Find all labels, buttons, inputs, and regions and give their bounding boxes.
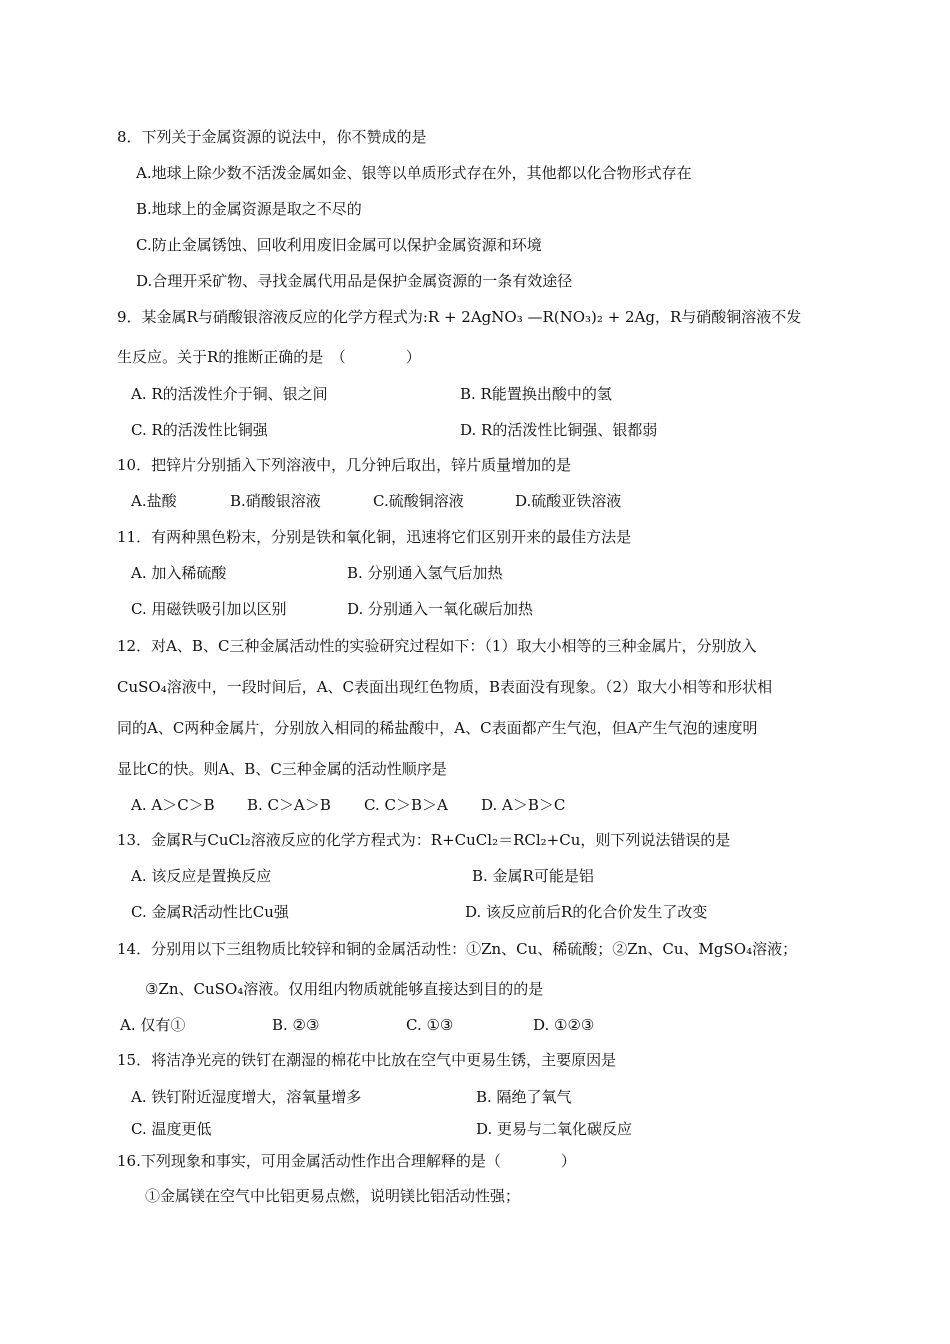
q9-option-b: B. R能置换出酸中的氢 (460, 385, 612, 403)
q12-line4: 显比C的快。则A、B、C三种金属的活动性顺序是 (117, 760, 447, 778)
q12-line1: 12．对A、B、C三种金属活动性的实验研究过程如下：（1）取大小相等的三种金属片，分别放入 (117, 637, 757, 655)
q9-option-a: A. R的活泼性介于铜、银之间 (131, 385, 328, 403)
q15-options-row2 (0, 1119, 950, 1139)
q13-stem: 13．金属R与CuCl₂溶液反应的化学方程式为：R+CuCl₂＝RCl₂+Cu，则下列说法错误的是 (117, 831, 731, 849)
q11-options-row2 (0, 599, 950, 619)
q9-stem-line2: 生反应。关于R的推断正确的是 （ ） (117, 348, 421, 366)
q15-option-c: C. 温度更低 (131, 1120, 212, 1138)
q13-option-c: C. 金属R活动性比Cu强 (131, 903, 289, 921)
q10-stem: 10．把锌片分别插入下列溶液中，几分钟后取出，锌片质量增加的是 (117, 456, 572, 474)
q11-option-a: A. 加入稀硫酸 (131, 564, 227, 582)
q13-option-b: B. 金属R可能是铝 (472, 867, 594, 885)
q10-option-a: A.盐酸 (131, 492, 177, 510)
q12-options-row (0, 795, 950, 815)
q14-option-a: A. 仅有① (120, 1016, 186, 1034)
q11-stem: 11．有两种黑色粉末，分别是铁和氧化铜，迅速将它们区别开来的最佳方法是 (117, 528, 632, 546)
q8-stem: 8．下列关于金属资源的说法中，你不赞成的是 (117, 128, 427, 146)
q15-stem: 15．将洁净光亮的铁钉在潮湿的棉花中比放在空气中更易生锈，主要原因是 (117, 1051, 617, 1069)
q13-options-row2 (0, 902, 950, 922)
q14-option-c: C. ①③ (406, 1016, 454, 1034)
q14-option-d: D. ①②③ (533, 1016, 595, 1034)
q14-option-b: B. ②③ (272, 1016, 320, 1034)
q15-option-b: B. 隔绝了氧气 (476, 1088, 572, 1106)
q12-option-a: A. A＞C＞B (131, 796, 215, 814)
q10-option-c: C.硫酸铜溶液 (373, 492, 464, 510)
q12-option-d: D. A＞B＞C (481, 796, 566, 814)
q9-stem-line1: 9．某金属R与硝酸银溶液反应的化学方程式为:R + 2AgNO₃ —R(NO₃)₂ + 2Ag，R与硝酸铜溶液不发 (117, 308, 802, 326)
q13-options-row1 (0, 866, 950, 886)
q11-options-row1 (0, 563, 950, 583)
q11-option-c: C. 用磁铁吸引加以区别 (131, 600, 287, 618)
q14-stem-line1: 14．分别用以下三组物质比较锌和铜的金属活动性：①Zn、Cu、稀硫酸；②Zn、Cu、MgSO₄溶液； (117, 940, 798, 958)
q12-line3: 同的A、C两种金属片，分别放入相同的稀盐酸中，A、C表面都产生气泡，但A产生气泡的速度明 (117, 719, 758, 737)
q8-option-b: B.地球上的金属资源是取之不尽的 (136, 200, 362, 218)
q13-option-a: A. 该反应是置换反应 (131, 867, 272, 885)
q9-options-row1 (0, 384, 950, 404)
q9-option-c: C. R的活泼性比铜强 (131, 421, 268, 439)
q15-option-a: A. 铁钉附近湿度增大，溶氧量增多 (131, 1088, 362, 1106)
q11-option-d: D. 分别通入一氧化碳后加热 (347, 600, 534, 618)
q10-option-d: D.硫酸亚铁溶液 (515, 492, 622, 510)
q13-option-d: D. 该反应前后R的化合价发生了改变 (465, 903, 708, 921)
q14-options-row (0, 1015, 950, 1035)
q15-option-d: D. 更易与二氧化碳反应 (476, 1120, 633, 1138)
q9-option-d: D. R的活泼性比铜强、银都弱 (460, 421, 658, 439)
q14-stem-line2: ③Zn、CuSO₄溶液。仅用组内物质就能够直接达到目的的是 (145, 980, 544, 998)
q10-option-b: B.硝酸银溶液 (230, 492, 321, 510)
q11-option-b: B. 分别通入氢气后加热 (347, 564, 503, 582)
q10-options-row (0, 491, 950, 511)
q16-item-1: ①金属镁在空气中比铝更易点燃，说明镁比铝活动性强； (145, 1187, 521, 1205)
q8-option-d: D.合理开采矿物、寻找金属代用品是保护金属资源的一条有效途径 (136, 272, 573, 290)
q16-stem: 16.下列现象和事实，可用金属活动性作出合理解释的是（ ） (117, 1152, 576, 1170)
q12-line2: CuSO₄溶液中，一段时间后，A、C表面出现红色物质，B表面没有现象。（2）取大小相等和形状相 (117, 678, 773, 696)
q15-options-row1 (0, 1087, 950, 1107)
q12-option-b: B. C＞A＞B (247, 796, 331, 814)
q8-option-a: A.地球上除少数不活泼金属如金、银等以单质形式存在外，其他都以化合物形式存在 (136, 164, 692, 182)
q8-option-c: C.防止金属锈蚀、回收利用废旧金属可以保护金属资源和环境 (136, 236, 542, 254)
q9-options-row2 (0, 420, 950, 440)
q12-option-c: C. C＞B＞A (364, 796, 448, 814)
